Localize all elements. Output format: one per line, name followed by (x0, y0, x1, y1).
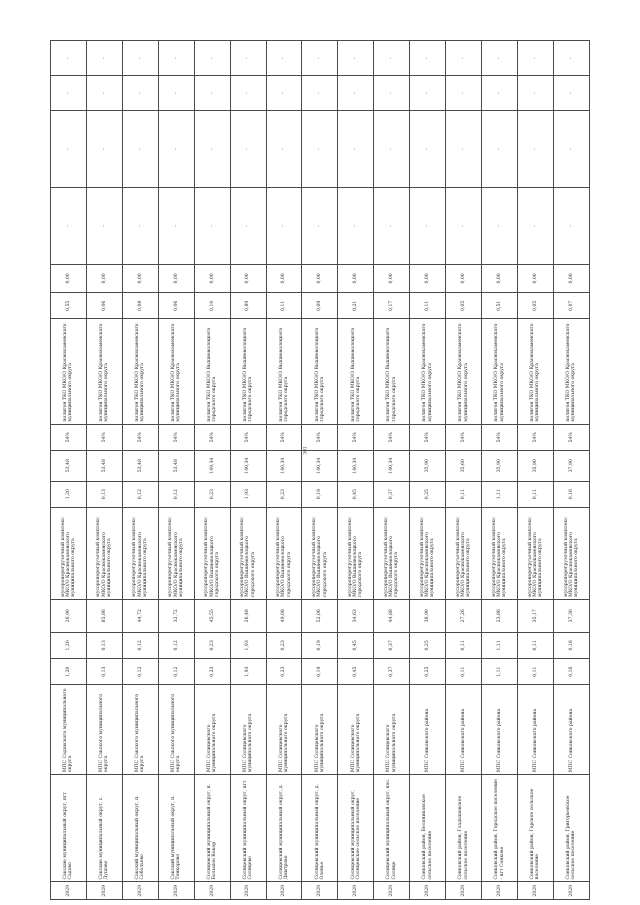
table-cell-heat_source: 37,30 (553, 599, 589, 632)
table-cell-mes_name: МПС Сакского муниципального округа (158, 685, 194, 775)
table-cell-e: - (338, 76, 374, 111)
table-cell-a: 0,05 (517, 293, 553, 319)
table-cell-heat_source: 26,90 (51, 599, 87, 632)
table-cell-value3: мусороперегрузочный комплекс МКО/О Вышневолоцкого городского округа (374, 507, 410, 599)
table-cell-heat_source: 45,55 (194, 599, 230, 632)
table-cell-value2: 0,12 (122, 632, 158, 658)
table-cell-a: 0,51 (482, 293, 518, 319)
rotated-table-container (50, 40, 590, 900)
table-cell-c: - (194, 187, 230, 264)
table-cell-value4: полигон ТКО МКО/О Краснокаменского муниципального округа (122, 319, 158, 424)
table-cell-value4: полигон ТКО МКО/О Вышневолоцкого городского округа (302, 319, 338, 424)
table-cell-year: 2029 (338, 882, 374, 900)
table-cell-b: 0,00 (517, 264, 553, 292)
table-cell-year: 2029 (122, 882, 158, 900)
table-cell-value4: полигон ТКО МКО/О Вышневолоцкого городского округа (194, 319, 230, 424)
table-cell-b: 0,00 (230, 264, 266, 292)
table-cell-f: - (302, 41, 338, 76)
table-cell-value2: 0,13 (86, 632, 122, 658)
table-cell-c: - (302, 187, 338, 264)
table-cell-value1: 0,45 (338, 658, 374, 684)
table-cell-c: - (122, 187, 158, 264)
table-cell-territory: Солнцевский муниципальный округ, пос. Солнце (374, 775, 410, 882)
table-cell-territory: Сонковский район, Гладышевское сельское поселение (446, 775, 482, 882)
table-cell-edds: 54% (86, 424, 122, 450)
table-cell-a: 0,07 (553, 293, 589, 319)
table-cell-heat_source: 35,17 (517, 599, 553, 632)
table-cell-c: - (158, 187, 194, 264)
table-cell-c: - (86, 187, 122, 264)
table-cell-c: - (482, 187, 518, 264)
table-cell-value4: полигон ТКО МКО/О Краснокаменского муниципального округа (86, 319, 122, 424)
table-cell-mes_name: МПС Сакского муниципального округа (86, 685, 122, 775)
table-cell-value2: 0,37 (374, 632, 410, 658)
table-row (230, 41, 266, 900)
table-cell-year: 2029 (158, 882, 194, 900)
table-cell-edds: 54% (194, 424, 230, 450)
table-cell-mes_name: МПС Солнцевского муниципального округа (374, 685, 410, 775)
table-cell-b: 0,00 (266, 264, 302, 292)
table-cell-a: 0,08 (122, 293, 158, 319)
table-cell-e: - (86, 76, 122, 111)
table-cell-d: - (266, 111, 302, 188)
table-cell-price: 1,93 (230, 481, 266, 507)
table-cell-c: - (553, 187, 589, 264)
table-cell-d: - (51, 111, 87, 188)
table-cell-mes_name: МПС Солнцевского муниципального округа (230, 685, 266, 775)
table-cell-d: - (553, 111, 589, 188)
table-cell-price: 1,20 (51, 481, 87, 507)
table-row (482, 41, 518, 900)
table-cell-f: - (517, 41, 553, 76)
table-cell-c: - (338, 187, 374, 264)
table-cell-year: 2029 (230, 882, 266, 900)
table-cell-year: 2029 (266, 882, 302, 900)
table-cell-year: 2029 (446, 882, 482, 900)
table-cell-value3: мусороперегрузочный комплекс МКО/О Вышневолоцкого городского округа (194, 507, 230, 599)
table-cell-territory: Сонковский район, Григорьевское сельское поселение (553, 775, 589, 882)
table-cell-territory: Сакский муниципальный округ, п. Тонкорово (158, 775, 194, 882)
table-cell-b: 0,00 (158, 264, 194, 292)
table-cell-price: 0,12 (122, 481, 158, 507)
table-cell-edds: 54% (122, 424, 158, 450)
table-cell-a: 0,89 (230, 293, 266, 319)
table-cell-f: - (158, 41, 194, 76)
table-cell-territory: Сакские муниципальный округ, с. Душаво (86, 775, 122, 882)
table-cell-price: 0,16 (553, 481, 589, 507)
table-cell-price: 0,23 (194, 481, 230, 507)
table-cell-edds: 54% (410, 424, 446, 450)
table-cell-year: 2029 (517, 882, 553, 900)
table-cell-edds: 54% (553, 424, 589, 450)
table-cell-e: - (266, 76, 302, 111)
table-cell-value1: 0,12 (122, 658, 158, 684)
table-cell-value3: мусороперегрузочный комплекс МКО/О Краснокаменского муниципального округа (122, 507, 158, 599)
table-cell-e: - (194, 76, 230, 111)
table-cell-year: 2029 (86, 882, 122, 900)
table-row (51, 41, 87, 900)
table-cell-value2: 0,11 (517, 632, 553, 658)
table-cell-territory: Солнцевский муниципальный округ, Солнцевское сельское поселение (338, 775, 374, 882)
table-cell-mes_name: МПС Солнцевского муниципального округа (338, 685, 374, 775)
table-cell-mes_name: МПС Сонковского района (410, 685, 446, 775)
table-cell-year: 2029 (374, 882, 410, 900)
table-cell-f: - (410, 41, 446, 76)
table-cell-value2: 0,45 (338, 632, 374, 658)
table-cell-territory: Сонковский район, Беляниковское сельское поселение (410, 775, 446, 882)
table-cell-e: - (482, 76, 518, 111)
table-cell-a: 0,21 (338, 293, 374, 319)
table-cell-b: 0,00 (446, 264, 482, 292)
table-cell-heat_source: 85,86 (86, 599, 122, 632)
table-cell-d: - (517, 111, 553, 188)
table-cell-price: 0,12 (158, 481, 194, 507)
table-cell-b: 0,00 (302, 264, 338, 292)
table-cell-percent: 37,90 (553, 450, 589, 481)
table-cell-price: 0,45 (338, 481, 374, 507)
table-cell-f: - (553, 41, 589, 76)
data-table (50, 40, 590, 900)
table-cell-value3: мусороперегрузочный комплекс МКО/О Краснокаменского муниципального округа (446, 507, 482, 599)
table-cell-percent: 140,34 (266, 450, 302, 481)
table-cell-b: 0,00 (338, 264, 374, 292)
table-cell-price: 0,25 (410, 481, 446, 507)
table-cell-value3: мусороперегрузочный комплекс МКО/О Краснокаменского муниципального округа (51, 507, 87, 599)
table-cell-value3: мусороперегрузочный комплекс МКО/О Вышневолоцкого городского округа (266, 507, 302, 599)
table-cell-heat_source: 23,86 (482, 599, 518, 632)
table-cell-value4: полигон ТКО МКО/О Краснокаменского муниципального округа (553, 319, 589, 424)
table-cell-value2: 0,19 (302, 632, 338, 658)
table-cell-heat_source: 32,72 (158, 599, 194, 632)
table-cell-edds: 54% (158, 424, 194, 450)
table-cell-price: 0,13 (86, 481, 122, 507)
table-cell-f: - (266, 41, 302, 76)
table-cell-value3: мусороперегрузочный комплекс МКО/О Вышневолоцкого городского округа (338, 507, 374, 599)
table-cell-c: - (374, 187, 410, 264)
table-cell-edds: 54% (374, 424, 410, 450)
table-row (158, 41, 194, 900)
table-cell-percent: 35,60 (446, 450, 482, 481)
table-row (553, 41, 589, 900)
table-cell-value3: мусороперегрузочный комплекс МКО/О Краснокаменского муниципального округа (86, 507, 122, 599)
table-row (517, 41, 553, 900)
table-cell-a: 0,06 (86, 293, 122, 319)
table-cell-year: 2029 (302, 882, 338, 900)
table-cell-value1: 1,93 (230, 658, 266, 684)
table-cell-value3: мусороперегрузочный комплекс МКО/О Краснокаменского муниципального округа (482, 507, 518, 599)
table-cell-price: 0,23 (266, 481, 302, 507)
table-cell-territory: Солнцевский муниципальный округ, пгт Солнцево (230, 775, 266, 882)
table-cell-edds: 54% (338, 424, 374, 450)
table-cell-territory: Солнцевский муниципальный округ, д. Оленье (302, 775, 338, 882)
table-cell-value3: мусороперегрузочный комплекс МКО/О Краснокаменского муниципального округа (517, 507, 553, 599)
table-cell-f: - (482, 41, 518, 76)
table-cell-percent: 140,34 (338, 450, 374, 481)
table-cell-mes_name: МПС Солнцевского муниципального округа (194, 685, 230, 775)
table-cell-e: - (230, 76, 266, 111)
table-cell-value1: 1,20 (51, 658, 87, 684)
table-cell-e: - (122, 76, 158, 111)
table-cell-f: - (230, 41, 266, 76)
table-cell-value1: 0,23 (194, 658, 230, 684)
table-cell-value3: мусороперегрузочный комплекс МКО/О Краснокаменского муниципального округа (158, 507, 194, 599)
table-cell-c: - (410, 187, 446, 264)
table-cell-value2: 0,12 (158, 632, 194, 658)
table-cell-heat_source: 27,26 (446, 599, 482, 632)
table-cell-mes_name: МПС Сонковского района (517, 685, 553, 775)
table-cell-f: - (338, 41, 374, 76)
table-cell-mes_name: МПС Садовского муниципального округа (51, 685, 87, 775)
table-cell-b: 0,00 (122, 264, 158, 292)
table-row (374, 41, 410, 900)
table-cell-percent: 35,90 (410, 450, 446, 481)
table-cell-territory: Сонковский район, Городское поселение - пгт Сонково (482, 775, 518, 882)
table-cell-value2: 0,11 (446, 632, 482, 658)
table-cell-value2: 1,11 (482, 632, 518, 658)
table-cell-value3: мусороперегрузочный комплекс МКО/О Краснокаменского муниципального округа (553, 507, 589, 599)
table-cell-mes_name: МПС Сонковского района (553, 685, 589, 775)
table-cell-d: - (230, 111, 266, 188)
table-cell-edds: 54% (51, 424, 87, 450)
table-cell-b: 0,00 (482, 264, 518, 292)
table-cell-value2: 0,16 (553, 632, 589, 658)
table-cell-value3: мусороперегрузочный комплекс МКО/О Краснокаменского муниципального округа (410, 507, 446, 599)
table-cell-heat_source: 26,48 (230, 599, 266, 632)
table-cell-territory: Сакский муниципальный округ, п. Собольево (122, 775, 158, 882)
table-cell-c: - (446, 187, 482, 264)
table-row (86, 41, 122, 900)
table-cell-mes_name: МПС Солнцевского муниципального округа (302, 685, 338, 775)
table-cell-value1: 0,16 (553, 658, 589, 684)
table-cell-c: - (266, 187, 302, 264)
table-cell-d: - (374, 111, 410, 188)
table-cell-price: 0,11 (517, 481, 553, 507)
table-cell-percent: 140,34 (374, 450, 410, 481)
table-cell-value1: 0,23 (266, 658, 302, 684)
table-cell-a: 0,10 (194, 293, 230, 319)
table-cell-value4: полигон ТКО МКО/О Краснокаменского муниципального округа (446, 319, 482, 424)
table-cell-value4: полигон ТКО МКО/О Краснокаменского муниципального округа (158, 319, 194, 424)
table-cell-a: 0,06 (158, 293, 194, 319)
table-cell-edds: 54% (446, 424, 482, 450)
table-cell-c: - (51, 187, 87, 264)
table-cell-price: 0,11 (446, 481, 482, 507)
table-cell-e: - (158, 76, 194, 111)
table-cell-territory: Сакские муниципальный округ, пгт Садово (51, 775, 87, 882)
table-cell-value2: 1,93 (230, 632, 266, 658)
table-cell-value1: 0,11 (446, 658, 482, 684)
table-cell-d: - (86, 111, 122, 188)
page-number: 301 (303, 446, 309, 455)
table-row (338, 41, 374, 900)
table-cell-value1: 0,11 (517, 658, 553, 684)
table-cell-d: - (194, 111, 230, 188)
table-cell-a: 0,11 (410, 293, 446, 319)
table-cell-value2: 0,23 (194, 632, 230, 658)
table-cell-mes_name: МПС Сонковского района (482, 685, 518, 775)
table-cell-year: 2029 (482, 882, 518, 900)
table-cell-value2: 0,25 (410, 632, 446, 658)
table-cell-a: 0,11 (266, 293, 302, 319)
table-cell-value2: 0,23 (266, 632, 302, 658)
table-cell-e: - (374, 76, 410, 111)
table-cell-mes_name: МПС Сонковского района (446, 685, 482, 775)
table-cell-a: 0,09 (302, 293, 338, 319)
table-cell-heat_source: 44,72 (122, 599, 158, 632)
table-cell-f: - (446, 41, 482, 76)
table-cell-value4: полигон ТКО МКО/О Краснокаменского муниципального округа (410, 319, 446, 424)
table-cell-year: 2029 (51, 882, 87, 900)
table-cell-heat_source: 44,88 (374, 599, 410, 632)
table-cell-b: 0,00 (374, 264, 410, 292)
table-cell-percent: 149,34 (194, 450, 230, 481)
table-cell-percent: 140,34 (230, 450, 266, 481)
table-row (302, 41, 338, 900)
table-cell-edds: 54% (302, 424, 338, 450)
table-cell-a: 0,55 (51, 293, 87, 319)
table-cell-heat_source: 38,90 (410, 599, 446, 632)
table-cell-f: - (51, 41, 87, 76)
table-cell-percent: 53,48 (86, 450, 122, 481)
table-cell-percent: 53,48 (122, 450, 158, 481)
table-cell-value1: 0,19 (302, 658, 338, 684)
table-cell-price: 0,19 (302, 481, 338, 507)
table-cell-d: - (158, 111, 194, 188)
table-cell-e: - (51, 76, 87, 111)
table-cell-percent: 53,48 (158, 450, 194, 481)
table-cell-f: - (122, 41, 158, 76)
table-cell-value4: полигон ТКО МКО/О Вышневолоцкого городского округа (338, 319, 374, 424)
table-cell-price: 1,11 (482, 481, 518, 507)
table-cell-b: 0,00 (553, 264, 589, 292)
table-cell-c: - (517, 187, 553, 264)
table-cell-f: - (374, 41, 410, 76)
table-cell-d: - (482, 111, 518, 188)
table-cell-d: - (122, 111, 158, 188)
table-cell-year: 2029 (553, 882, 589, 900)
table-cell-territory: Сонковский район, Горское сельское поселение (517, 775, 553, 882)
table-cell-b: 0,00 (51, 264, 87, 292)
table-cell-value4: полигон ТКО МКО/О Краснокаменского муниципального округа (482, 319, 518, 424)
table-row (410, 41, 446, 900)
table-row (194, 41, 230, 900)
table-cell-value1: 1,11 (482, 658, 518, 684)
table-cell-year: 2029 (194, 882, 230, 900)
table-cell-value3: мусороперегрузочный комплекс МКО/О Вышневолоцкого городского округа (302, 507, 338, 599)
table-cell-edds: 54% (482, 424, 518, 450)
table-cell-e: - (446, 76, 482, 111)
table-cell-year: 2029 (410, 882, 446, 900)
table-row (446, 41, 482, 900)
table-cell-edds: 54% (266, 424, 302, 450)
table-cell-value1: 0,25 (410, 658, 446, 684)
table-cell-a: 0,05 (446, 293, 482, 319)
table-cell-d: - (446, 111, 482, 188)
table-cell-percent: 140,34 (302, 450, 338, 481)
table-cell-c: - (230, 187, 266, 264)
table-cell-e: - (302, 76, 338, 111)
table-cell-d: - (302, 111, 338, 188)
table-cell-value1: 0,13 (86, 658, 122, 684)
table-cell-heat_source: 52,06 (302, 599, 338, 632)
table-cell-value4: полигон ТКО МКО/О Краснокаменского муниципального округа (51, 319, 87, 424)
table-cell-value4: полигон ТКО МКО/О Краснокаменского муниципального округа (517, 319, 553, 424)
table-cell-percent: 53,48 (51, 450, 87, 481)
table-cell-value4: полигон ТКО МКО/О Вышневолоцкого городского округа (230, 319, 266, 424)
table-cell-e: - (410, 76, 446, 111)
table-cell-percent: 35,90 (517, 450, 553, 481)
table-cell-a: 0,17 (374, 293, 410, 319)
table-cell-heat_source: 34,63 (338, 599, 374, 632)
table-cell-b: 0,00 (86, 264, 122, 292)
table-cell-edds: 54% (230, 424, 266, 450)
table-cell-d: - (410, 111, 446, 188)
table-cell-territory: Солнцевский муниципальный округ, д. Дмитрово (266, 775, 302, 882)
table-cell-heat_source: 49,08 (266, 599, 302, 632)
table-cell-e: - (517, 76, 553, 111)
table-cell-d: - (338, 111, 374, 188)
table-cell-percent: 35,90 (482, 450, 518, 481)
table-cell-f: - (86, 41, 122, 76)
table-row (122, 41, 158, 900)
table-cell-value2: 1,20 (51, 632, 87, 658)
table-cell-mes_name: МПС Солнцевского муниципального округа (266, 685, 302, 775)
table-cell-mes_name: МПС Сакского муниципального округа (122, 685, 158, 775)
table-cell-f: - (194, 41, 230, 76)
table-cell-b: 0,00 (194, 264, 230, 292)
table-cell-edds: 54% (517, 424, 553, 450)
table-cell-value3: мусороперегрузочный комплекс МКО/О Вышневолоцкого городского округа (230, 507, 266, 599)
table-cell-b: 0,00 (410, 264, 446, 292)
table-cell-price: 0,37 (374, 481, 410, 507)
table-cell-e: - (553, 76, 589, 111)
table-cell-value4: полигон ТКО МКО/О Вышневолоцкого городского округа (374, 319, 410, 424)
table-cell-value1: 0,37 (374, 658, 410, 684)
table-cell-value1: 0,12 (158, 658, 194, 684)
table-row (266, 41, 302, 900)
table-cell-value4: полигон ТКО МКО/О Вышневолоцкого городского округа (266, 319, 302, 424)
table-cell-territory: Солнцевский муниципальный округ, п. Большое Кокор (194, 775, 230, 882)
